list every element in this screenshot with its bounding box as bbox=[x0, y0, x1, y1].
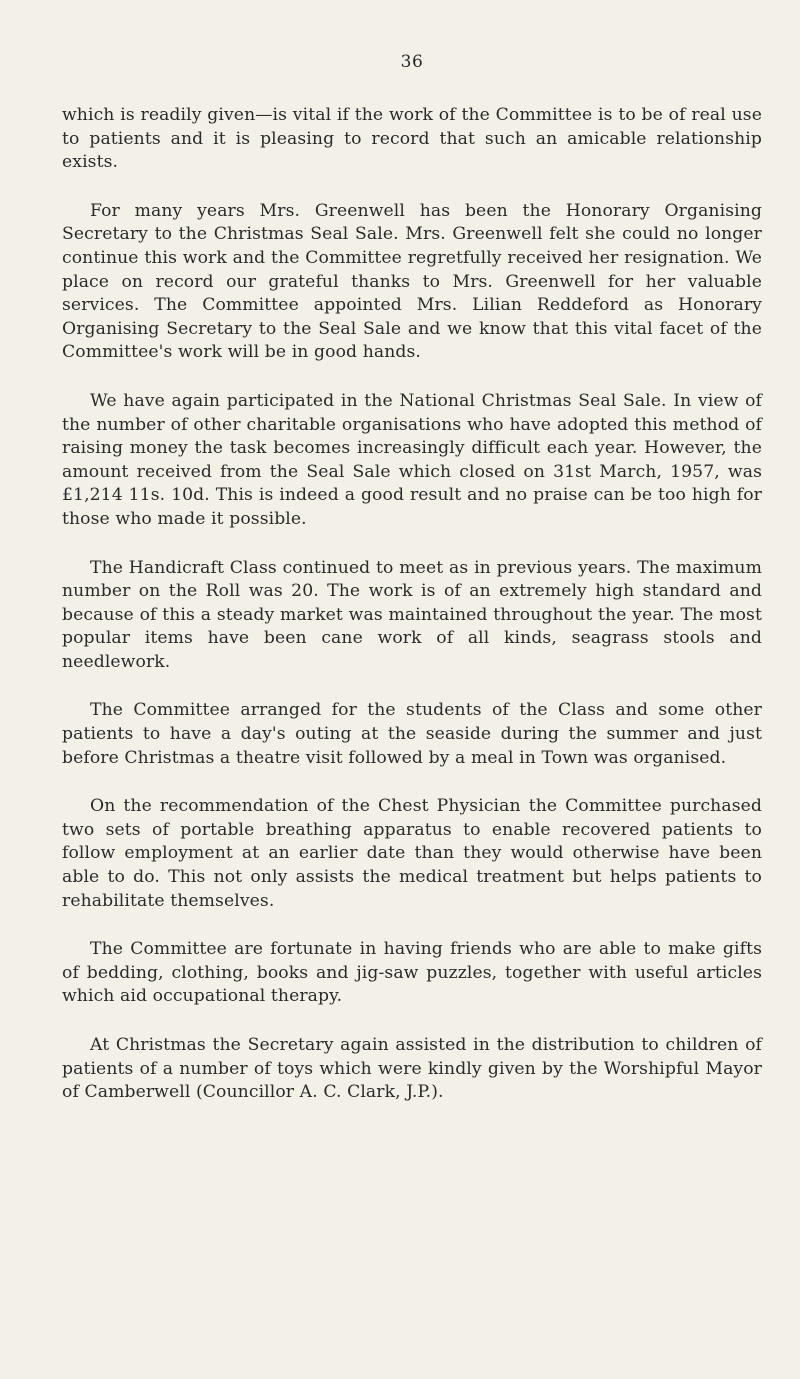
paragraph-outings: The Committee arranged for the students of the Class and some other patients to have a day's outing at the seaside during the summer and just before Christmas a theatre visit followed by a meal in Town was organised. bbox=[62, 700, 762, 768]
paragraph-seal-sale-secretary: For many years Mrs. Greenwell has been the Honorary Organising Secretary to the Christmas Seal Sale. Mrs. Greenwell felt she could no longer continue this work and the Committee regretfully received her resignation. We place on record our grateful thanks to Mrs. Greenwell for her valuable services. The Committee appointed Mrs. Lilian Reddeford as Honorary Organising Secretary to the Seal Sale and we know that this vital facet of the Committee's work will be in good hands. bbox=[62, 200, 762, 363]
paragraph-gifts: The Committee are fortunate in having friends who are able to make gifts of bedding, clothing, books and jig-saw puzzles, together with useful articles which aid occupational therapy. bbox=[62, 939, 762, 1007]
paragraph-handicraft-class: The Handicraft Class continued to meet as in previous years. The maximum number on the Roll was 20. The work is of an extremely high standard and because of this a steady market was maintained throughout the year. The most popular items have been cane work of all kinds, seagrass stools and needlework. bbox=[62, 557, 762, 672]
paragraph-christmas-toys: At Christmas the Secretary again assisted in the distribution to children of patients of a number of toys which were kindly given by the Worshipful Mayor of Camberwell (Councillor A. C. Clark, J.P.). bbox=[62, 1035, 762, 1103]
page-number: 36 bbox=[400, 52, 424, 72]
paragraph-continuation: which is readily given—is vital if the work of the Committee is to be of real use to patients and it is pleasing to record that such an amicable relationship exists. bbox=[62, 105, 762, 173]
paragraph-breathing-apparatus: On the recommendation of the Chest Physician the Committee purchased two sets of portable breathing apparatus to enable recovered patients to follow employment at an earlier date than they would otherwise have been able to do. This not only assists the medical treatment but helps patients to rehabilitate themselves. bbox=[62, 796, 762, 911]
paragraph-national-seal-sale: We have again participated in the National Christmas Seal Sale. In view of the number of other charitable organisations who have adopted this method of raising money the task becomes increasingly difficult each year. However, the amount received from the Seal Sale which closed on 31st March, 1957, was £1,214 11s. 10d. This is indeed a good result and no praise can be too high for those who made it possible. bbox=[62, 390, 762, 529]
